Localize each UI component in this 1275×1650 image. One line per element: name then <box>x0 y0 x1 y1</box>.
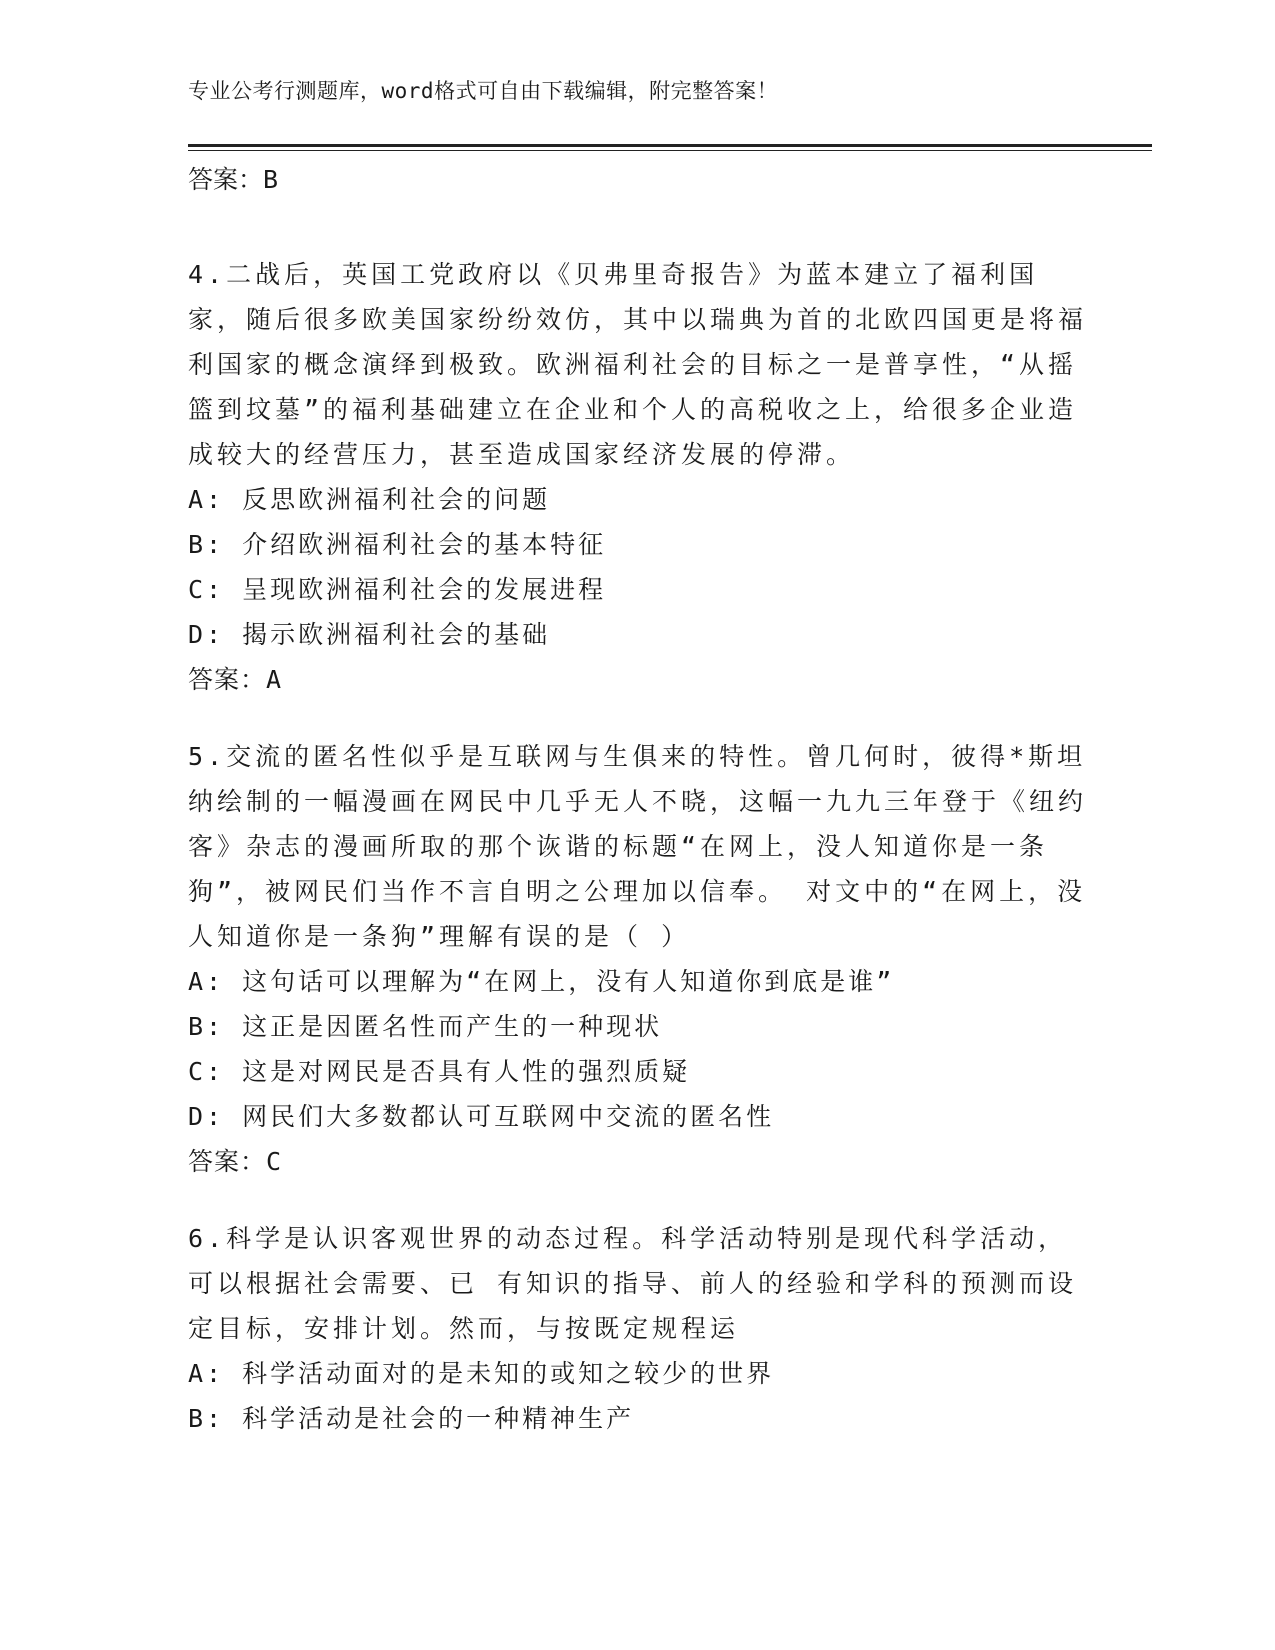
question-stem: 6.科学是认识客观世界的动态过程。科学活动特别是现代科学活动，可以根据社会需要、已 有知识的指导、前人的经验和学科的预测而设定目标，安排计划。然而，与按既定规程运 <box>188 1224 1078 1343</box>
question-6 <box>188 1216 1088 1441</box>
question-5 <box>188 734 1088 1184</box>
question-4 <box>188 252 1088 702</box>
option-b: B: 介绍欧洲福利社会的基本特征 <box>188 530 607 559</box>
question-stem: 4.二战后，英国工党政府以《贝弗里奇报告》为蓝本建立了福利国家，随后很多欧美国家纷纷效仿，其中以瑞典为首的北欧四国更是将福利国家的概念演绎到极致。欧洲福利社会的目标之一是普享性，“从摇篮到坟墓”的福利基础建立在企业和个人的高税收之上，给很多企业造成较大的经营压力，甚至造成国家经济发展的停滞。 <box>188 260 1088 469</box>
option-b: B: 这正是因匿名性而产生的一种现状 <box>188 1012 663 1041</box>
option-c: C: 呈现欧洲福利社会的发展进程 <box>188 575 607 604</box>
option-b: B: 科学活动是社会的一种精神生产 <box>188 1404 635 1433</box>
option-d: D: 揭示欧洲福利社会的基础 <box>188 620 551 649</box>
answer-line: 答案：C <box>188 1147 283 1176</box>
question-stem: 5.交流的匿名性似乎是互联网与生俱来的特性。曾几何时，彼得*斯坦纳绘制的一幅漫画在网民中几乎无人不晓，这幅一九九三年登于《纽约客》杂志的漫画所取的那个诙谐的标题“在网上，没人知道你是一条狗”，被网民们当作不言自明之公理加以信奉。 对文中的“在网上，没人知道你是一条狗”理解有误的是（ ） <box>188 742 1088 951</box>
previous-question-answer: 答案：B <box>188 165 279 194</box>
option-a: A: 这句话可以理解为“在网上，没有人知道你到底是谁” <box>188 967 895 996</box>
header-divider-thick <box>188 144 1152 147</box>
question-list <box>188 252 1088 1473</box>
option-a: A: 反思欧洲福利社会的问题 <box>188 485 551 514</box>
option-c: C: 这是对网民是否具有人性的强烈质疑 <box>188 1057 691 1086</box>
option-d: D: 网民们大多数都认可互联网中交流的匿名性 <box>188 1102 775 1131</box>
option-a: A: 科学活动面对的是未知的或知之较少的世界 <box>188 1359 775 1388</box>
page-header-text: 专业公考行测题库，word格式可自由下载编辑，附完整答案！ <box>188 79 779 103</box>
answer-line: 答案：A <box>188 665 283 694</box>
header-divider-thin <box>188 150 1152 151</box>
